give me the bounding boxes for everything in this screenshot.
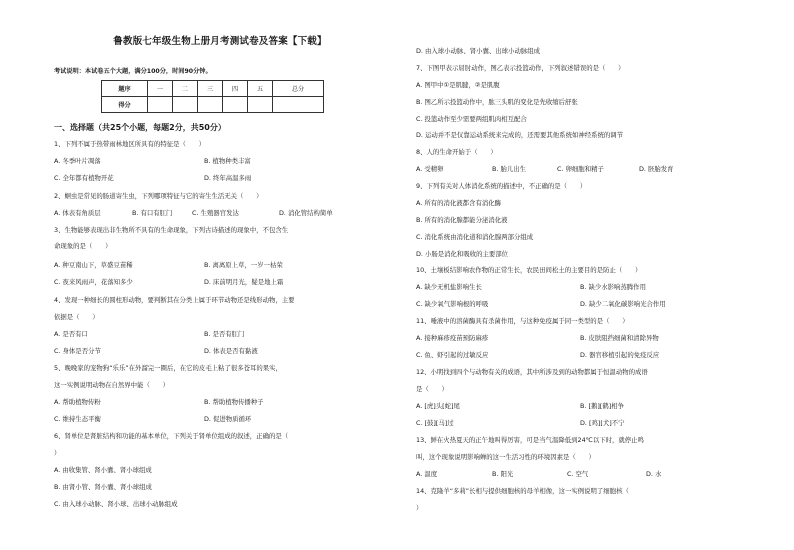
answer-option: D. 胚胎发育	[639, 165, 674, 173]
answer-option: A. 体表有角质层	[54, 209, 101, 217]
answer-option: B. 有口有肛门	[132, 209, 173, 217]
answer-option: D. 小肠是消化和吸收的主要部位	[416, 250, 509, 258]
answer-option: B. 植物种类丰富	[204, 157, 251, 165]
answer-option: C. 生殖器官发达	[192, 209, 239, 217]
answer-option: A. 由收集管、肾小囊、肾小球组成	[54, 466, 152, 474]
answer-option: B. 由肾小管、肾小囊、肾小球组成	[54, 483, 152, 491]
score-header-cell: 五	[248, 81, 273, 97]
question-line: 14、克隆羊“多莉”长相与提供细胞核的母羊相像，这一实例说明了细胞核（	[416, 487, 629, 495]
answer-option: C. 身体是否分节	[54, 347, 101, 355]
exam-info: 考试说明：本试卷五个大题，满分100分，时间90分钟。	[54, 68, 212, 75]
answer-option: A. [虎]头[蛇]尾	[416, 402, 460, 410]
score-cell[interactable]	[223, 97, 248, 113]
answer-option: C. 维持生态平衡	[54, 415, 101, 423]
answer-option: C. 投篮动作至少需要两组肌肉相互配合	[416, 115, 527, 123]
answer-option: D. 床前明月光，疑是地上霜	[204, 278, 284, 286]
answer-option: D. 由入球小动脉、肾小囊、出球小动脉组成	[416, 47, 541, 55]
answer-option: D. 消化管结构简单	[279, 209, 333, 217]
answer-option: A. 种豆南山下，草盛豆苗稀	[54, 261, 133, 269]
score-cell[interactable]	[248, 97, 273, 113]
answer-option: D. 终年高温多雨	[204, 174, 252, 182]
answer-option: C. 鱼、虾引起的过敏反应	[416, 351, 489, 359]
answer-option: D. 体表是否有黏液	[204, 347, 258, 355]
answer-option: B. 帮助植物传播种子	[204, 398, 264, 406]
answer-option: D. 促进物质循环	[204, 415, 252, 423]
answer-option: A. 图甲中①是肌腱，②是肌腹	[416, 81, 500, 89]
question-line: 6、肾单位是肾脏结构和功能的基本单位，下列关于肾单位组成的叙述，正确的是（	[54, 432, 289, 440]
question-line: 4、发现一种细长的圆柱形动物，要判断其在分类上属于环节动物还是线形动物，主要	[54, 296, 295, 304]
answer-option: C. 夜来风雨声，花落知多少	[54, 278, 133, 286]
question-line: 3、生物能够表现出非生物所不具有的生命现象，下列古诗描述的现象中，不包含生	[54, 226, 289, 234]
answer-option: A. 接种麻疹疫苗预防麻疹	[416, 334, 489, 342]
question-line: 7、下图甲表示屈肘动作，图乙表示投篮动作，下列叙述错误的是（ ）	[416, 64, 625, 72]
score-header-cell: 题序	[102, 81, 148, 97]
answer-option: A. 温度	[416, 470, 438, 478]
score-header-cell: 一	[148, 81, 173, 97]
question-line: 9、下列有关对人体消化系统的描述中，不正确的是（ ）	[416, 182, 587, 190]
answer-option: D. 运动并不是仅靠运动系统来完成的，还需要其他系统如神经系统的调节	[416, 131, 624, 139]
answer-option: A. 是否有口	[54, 330, 88, 338]
question-line: 是（ ）	[416, 385, 448, 393]
answer-option: B. 阳光	[492, 470, 514, 478]
answer-option: A. 受精卵	[416, 165, 444, 173]
question-line: ）	[416, 504, 423, 512]
question-line: 1、下列不属于热带雨林地区所具有的特征是（ ）	[54, 140, 206, 148]
question-line: 依据是（ ）	[54, 313, 99, 321]
question-line: 12、小明找到四个与动物有关的成语，其中所涉及到的动物都属于恒温动物的成语	[416, 368, 648, 376]
answer-option: A. 缺少无机盐影响生长	[416, 283, 482, 291]
score-header-cell: 总分	[273, 81, 324, 97]
score-table-score-row	[102, 97, 324, 113]
answer-option: C. [鼓][马]过	[416, 419, 454, 427]
score-cell[interactable]	[273, 97, 324, 113]
score-header-cell: 三	[198, 81, 223, 97]
answer-option: B. [鹅][鹤]相争	[580, 402, 624, 410]
answer-option: B. 离离原上草，一岁一枯荣	[204, 261, 283, 269]
question-line: 13、鲜在火热夏天的正午地叫得厉害，可是当气温降低到24℃以下时，就停止鸣	[416, 436, 644, 444]
answer-option: A. 冬季叶片凋落	[54, 157, 101, 165]
answer-option: C. 消化系统由消化道和消化腺两部分组成	[416, 233, 534, 241]
question-line: 2、蛔虫是常见的肠道寄生虫，下列哪项特征与它的寄生生活无关（ ）	[54, 192, 263, 200]
answer-option: C. 空气	[567, 470, 589, 478]
section-heading: 一、选择题（共25个小题，每题2分，共50分）	[54, 123, 226, 132]
score-table	[101, 80, 324, 113]
answer-option: D. 缺少二氧化碳影响光合作用	[580, 300, 666, 308]
answer-option: C. 由入球小动脉、肾小球、出球小动脉组成	[54, 500, 178, 508]
answer-option: B. 胎儿出生	[492, 165, 527, 173]
answer-option: B. 缺少水影响蒸腾作用	[580, 283, 646, 291]
score-table-header-row	[102, 81, 324, 97]
answer-option: D. 器官移植引起的免疫反应	[580, 351, 660, 359]
question-line: 命现象的是（ ）	[54, 242, 112, 250]
answer-option: C. 全年都有植物开花	[54, 174, 114, 182]
question-line: ）	[54, 449, 61, 457]
answer-option: B. 是否有肛门	[204, 330, 245, 338]
score-cell[interactable]	[198, 97, 223, 113]
question-line: 这一实例说明动物在自然界中能（ ）	[54, 381, 170, 389]
score-header-cell: 二	[173, 81, 198, 97]
answer-option: A. 所有的消化液都含有消化酶	[416, 199, 502, 207]
page-title: 鲁教版七年级生物上册月考测试卷及答案【下载】	[113, 36, 327, 47]
answer-option: D. [鸡][犬]不宁	[580, 419, 625, 427]
question-line: 5、晚晚家的宠物狗“乐乐”在外溜完一圈后，在它的皮毛上粘了很多苍耳的果实，	[54, 364, 282, 372]
question-line: 10、土壤板结影响农作物的正常生长，农民田间松土的主要目的是防止（ ）	[416, 266, 642, 274]
score-cell[interactable]	[148, 97, 173, 113]
answer-option: D. 水	[646, 470, 662, 478]
answer-option: B. 图乙所示投篮动作中，肱三头肌的变化是先收缩后舒张	[416, 98, 578, 106]
answer-option: B. 皮肤阻挡细菌和清除异物	[580, 334, 659, 342]
answer-option: B. 所有的消化腺都能分泌消化液	[416, 216, 508, 224]
question-line: 11、唾液中的溶菌酶具有杀菌作用，与这种免疫属于同一类型的是（ ）	[416, 317, 629, 325]
score-cell[interactable]	[173, 97, 198, 113]
answer-option: C. 缺少氧气影响根的呼吸	[416, 300, 489, 308]
score-header-cell: 四	[223, 81, 248, 97]
answer-option: A. 帮助植物传粉	[54, 398, 101, 406]
score-row-label: 得分	[102, 97, 148, 113]
question-line: 叫，这个现象说明影响蝉的这一生活习性的环境因素是（ ）	[416, 453, 595, 461]
answer-option: C. 卵细胞和精子	[557, 165, 604, 173]
question-line: 8、人的生命开始于（ ）	[416, 148, 497, 156]
